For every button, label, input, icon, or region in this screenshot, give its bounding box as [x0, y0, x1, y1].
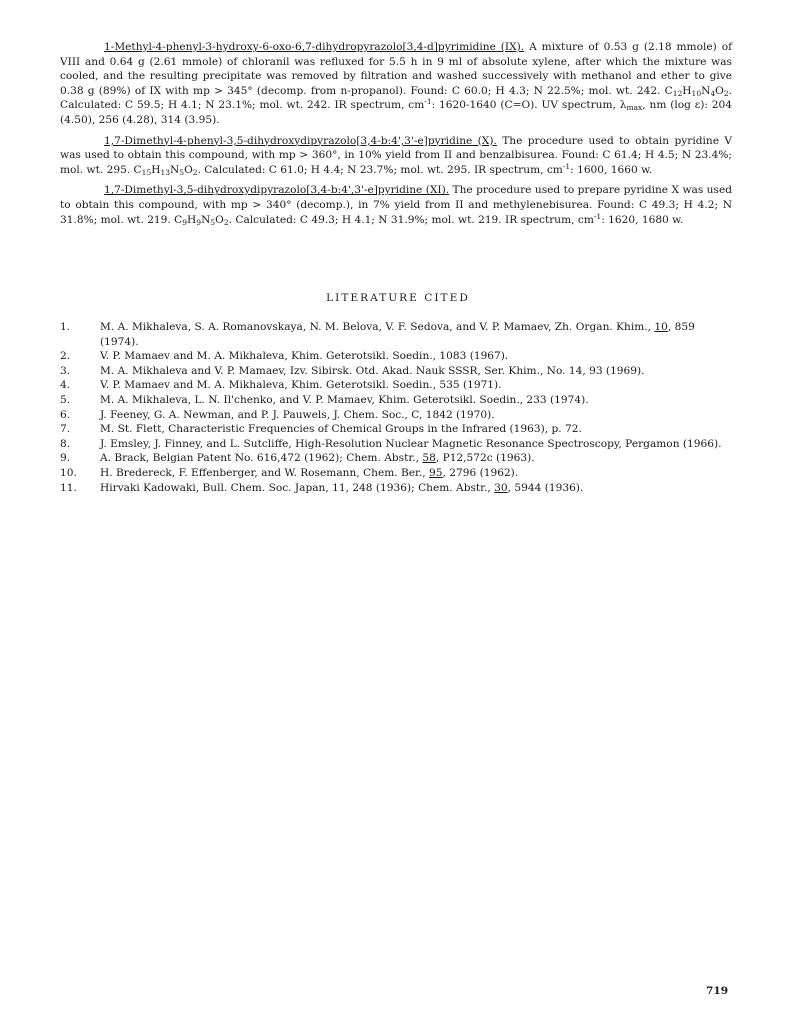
paragraph-compound-x: 1,7-Dimethyl-4-phenyl-3,5-dihydroxydipyrazolo[3,4-b:4',3'-e]pyridine (X). The procedure used to obtain pyridine V was used to obtain this compound, with mp > 360°, in 10% yield from II and benzalbisurea. Found: C 61.4; H 4.5; N 23.4%; mol. wt. 295. $C_{15}H_{13}N_5O_2$. Calculated: C 61.0; H 4.4; N 23.7%; mol. wt. 295. IR spectrum, $cm^{-1}$: 1600, 1660 w.	[60, 134, 733, 177]
literature-cited-heading: LITERATURE CITED	[326, 292, 470, 304]
reference-item: 4. V. P. Mamaev and M. A. Mikhaleva, Khim. Geterotsikl. Soedin., 535 (1971).	[60, 379, 502, 392]
reference-item: 2. V. P. Mamaev and M. A. Mikhaleva, Khim. Geterotsikl. Soedin., 1083 (1967).	[60, 350, 509, 363]
reference-item: 9. A. Brack, Belgian Patent No. 616,472 (1962); Chem. Abstr., 58, P12,572c (1963).	[60, 452, 535, 465]
page-number: 719	[706, 985, 729, 997]
reference-item: 10. H. Bredereck, F. Effenberger, and W. Rosemann, Chem. Ber., 95, 2796 (1962).	[60, 466, 519, 479]
reference-item: 6. J. Feeney, G. A. Newman, and P. J. Pauwels, J. Chem. Soc., C, 1842 (1970).	[60, 408, 495, 421]
reference-item: 3. M. A. Mikhaleva and V. P. Mamaev, Izv. Sibirsk. Otd. Akad. Nauk SSSR, Ser. Khim., No. 14, 93 (1969).	[60, 364, 645, 377]
reference-item: 1. M. A. Mikhaleva, S. A. Romanovskaya, N. M. Belova, V. F. Sedova, and V. P. Mamaev, Zh. Organ. Khim., 10, 859 (1974).	[60, 321, 695, 348]
compound-title: 1,7-Dimethyl-3,5-dihydroxydipyrazolo[3,4-b:4',3'-e]pyridine (XI).	[104, 184, 450, 197]
compound-title: 1,7-Dimethyl-4-phenyl-3,5-dihydroxydipyrazolo[3,4-b:4',3'-e]pyridine (X).	[104, 134, 497, 147]
paragraph-compound-ix: 1-Methyl-4-phenyl-3-hydroxy-6-oxo-6,7-dihydropyrazolo[3,4-d]pyrimidine (IX). A mixture of 0.53 g (2.18 mmole) of VIII and 0.64 g (2.61 mmole) of chloranil was refluxed for 5.5 h in 9 ml of absolute xylene, after which the mixture was cooled, and the resulting precipitate was removed by filtration and washed successively with methanol and ether to give 0.38 g (89%) of IX with mp > 345° (decomp. from n-propanol). Found: C 60.0; H 4.3; N 22.5%; mol. wt. 242. $C_{12}H_{10}N_4O_2$. Calculated: C 59.5; H 4.1; N 23.1%; mol. wt. 242. IR spectrum, $cm^{-1}$: 1620-1640 (C=O). UV spectrum, $\lambda_{max}$, nm (log ε): 204 (4.50), 256 (4.28), 314 (3.95).	[60, 41, 733, 126]
reference-item: 5. M. A. Mikhaleva, L. N. Il'chenko, and V. P. Mamaev, Khim. Geterotsikl. Soedin., 233 (1974).	[60, 393, 589, 406]
paragraph-compound-xi: 1,7-Dimethyl-3,5-dihydroxydipyrazolo[3,4-b:4',3'-e]pyridine (XI). The procedure used to prepare pyridine X was used to obtain this compound, with mp > 340° (decomp.), in 7% yield from II and methylenebisurea. Found: C 49.3; H 4.2; N 31.8%; mol. wt. 219. $C_9H_9N_5O_2$. Calculated: C 49.3; H 4.1; N 31.9%; mol. wt. 219. IR spectrum, $cm^{-1}$: 1620, 1680 w.	[60, 184, 732, 227]
reference-item: 11. Hirvaki Kadowaki, Bull. Chem. Soc. Japan, 11, 248 (1936); Chem. Abstr., 30, 5944 (1936).	[60, 481, 584, 494]
reference-list	[60, 320, 732, 495]
reference-item: 7. M. St. Flett, Characteristic Frequencies of Chemical Groups in the Infrared (1963), p. 72.	[60, 423, 582, 436]
compound-title: 1-Methyl-4-phenyl-3-hydroxy-6-oxo-6,7-dihydropyrazolo[3,4-d]pyrimidine (IX).	[104, 41, 525, 53]
reference-item: 8. J. Emsley, J. Finney, and L. Sutcliffe, High-Resolution Nuclear Magnetic Resonance Spectroscopy, Pergamon (1966).	[60, 437, 722, 450]
experimental-section	[60, 40, 732, 233]
